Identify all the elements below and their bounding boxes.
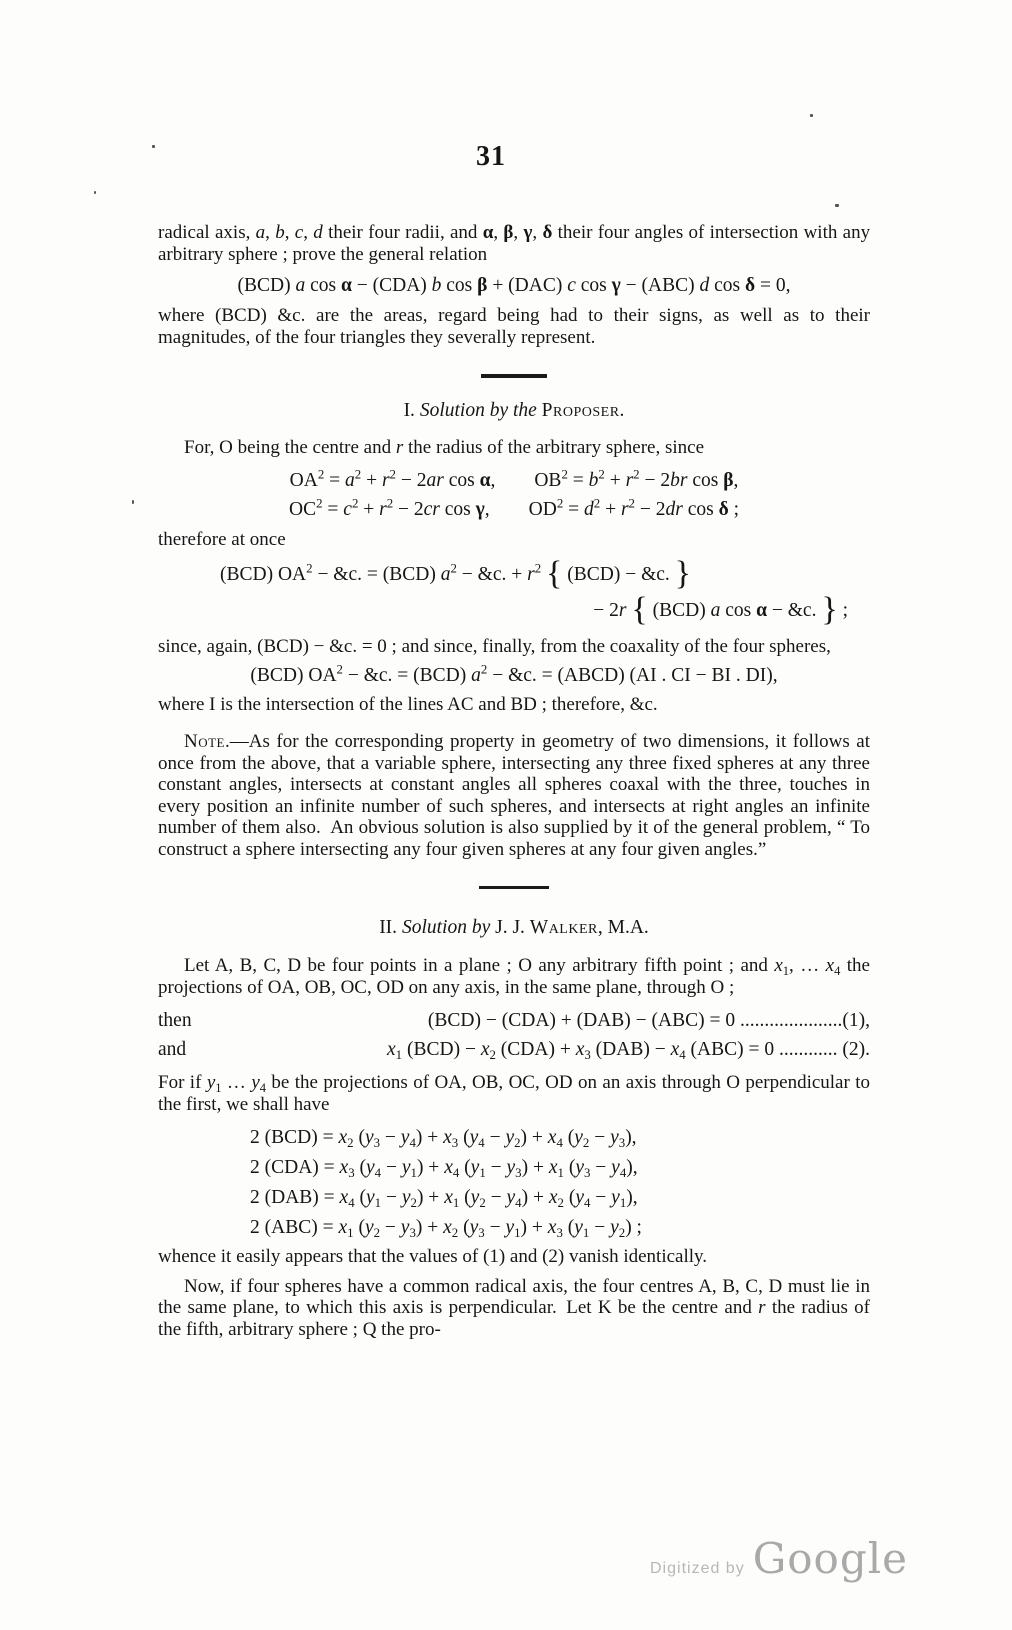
paragraph-where: where I is the intersection of the lines AC and BD ; therefore, &c. xyxy=(158,693,658,715)
section-divider xyxy=(479,886,549,889)
note-paragraph: Note.—As for the corresponding property in geometry of two dimensions, it follows at once from the above, that a variable sphere, intersecting any three fixed spheres at any three constant angles, intersects at constant angles all spheres coaxal with the three, touches in every position an infinite number of such spheres, and intersects at right angles an infinite number of them also. An obvious solution is also supplied by it of the general problem, “ To construct a sphere intersecting any four given spheres at any four given angles.” xyxy=(158,731,870,860)
paragraph-let: Let A, B, C, D be four points in a plane ; O any arbitrary fifth point ; and $x_1$, … $x_4$ the projections of OA, OB, OC, OD on any axis, in the same plane, through O ; xyxy=(158,955,870,998)
equation-oa-ob: $OA^2 = a^2 + r^2 - 2ar$ cos α, $OB^2 = b^2 + r^2 - 2br$ cos β, xyxy=(289,467,739,491)
numbered-equation-1: (BCD) − (CDA) + (DAB) − (ABC) = 0 .....................(1), xyxy=(427,1010,870,1031)
paragraph-since: since, again, (BCD) − &c. = 0 ; and since, finally, from the coaxality of the four spheres, xyxy=(158,636,831,657)
watermark-text: Digitized by xyxy=(650,1560,745,1577)
watermark xyxy=(650,1534,970,1583)
equation-oc-od: $OC^2 = c^2 + r^2 - 2cr$ cos γ, $OD^2 = d^2 + r^2 - 2dr$ cos δ ; xyxy=(289,496,739,520)
scan-speck xyxy=(132,500,134,504)
paragraph-forif: For if $y_1$ … $y_4$ be the projections of OA, OB, OC, OD on an axis through O perpendicular to the first, we shall have xyxy=(158,1072,870,1115)
equation-row-1 xyxy=(158,1007,870,1034)
section1-heading: I. Solution by the Proposer. xyxy=(403,400,625,421)
section2-heading: II. Solution by J. J. Walker, M.A. xyxy=(379,917,649,938)
google-logo: Google xyxy=(752,1534,908,1583)
text-column xyxy=(158,222,870,1340)
scan-speck xyxy=(835,204,839,207)
equation-2bcd: 2 $(BCD) = x_2$ $(y_3 - y_4) + x_3$ $(y_4 - y_2) + x_4$ $(y_2 - y_3)$, xyxy=(250,1127,637,1150)
equation-row-2 xyxy=(158,1036,870,1063)
scan-speck xyxy=(810,114,813,117)
scan-speck xyxy=(152,145,155,148)
equation-label-then: then xyxy=(158,1010,192,1031)
equation-2cda: 2 $(CDA) = x_3$ $(y_4 - y_1) + x_4$ $(y_1 - y_3) + x_1$ $(y_3 - y_4)$, xyxy=(250,1157,638,1180)
intro-equation: (BCD) a cos α − (CDA) b cos β + (DAC) c cos γ − (ABC) d cos δ = 0, xyxy=(237,275,791,296)
equation-2abc: 2 $(ABC) = x_1$ $(y_2 - y_3) + x_2$ $(y_3 - y_1) + x_3$ $(y_1 - y_2)$ ; xyxy=(250,1217,642,1240)
equation-label-and: and xyxy=(158,1039,187,1060)
scan-speck xyxy=(94,191,96,194)
section-divider xyxy=(481,374,547,378)
paragraph-now: Now, if four spheres have a common radical axis, the four centres A, B, C, D must lie in the same plane, to which this axis is perpendicular. Let K be the centre and r the radius of the fifth, arbitrary sphere ; Q the pro- xyxy=(158,1275,870,1340)
equation-abcd: (BCD) $OA^2$ − &c. = (BCD) $a^2$ − &c. = (ABCD) (AI . CI − BI . DI), xyxy=(250,662,778,686)
equation-2dab: 2 $(DAB) = x_4$ $(y_1 - y_2) + x_1$ $(y_2 - y_4) + x_2$ $(y_4 - y_1)$, xyxy=(250,1187,638,1210)
equation-brace-line2: − 2r { (BCD) a cos α − &c. } ; xyxy=(593,591,848,629)
equation-brace-line1: (BCD) $OA^2$ − &c. = (BCD) $a^2$ − &c. + $r^2$ { (BCD) − &c. } xyxy=(220,555,692,593)
paragraph-for: For, O being the centre and r the radius of the arbitrary sphere, since xyxy=(184,437,704,458)
intro-paragraph-2: where (BCD) &c. are the areas, regard being had to their signs, as well as to their magnitudes, of the four triangles they severally represent. xyxy=(158,305,870,348)
numbered-equation-2: $x_1$ $(BCD) - x_2$ $(CDA) + x_3$ $(DAB) - x_4$ (ABC) = 0 ............ (2). xyxy=(387,1039,870,1062)
area-equations xyxy=(158,1123,870,1243)
intro-paragraph: radical axis, a, b, c, d their four radii, and α, β, γ, δ their four angles of intersection with any arbitrary sphere ; prove the general relation xyxy=(158,222,871,265)
paragraph-whence: whence it easily appears that the values of (1) and (2) vanish identically. xyxy=(158,1246,708,1267)
paragraph-therefore: therefore at once xyxy=(158,528,286,550)
page-number: 31 xyxy=(476,141,506,172)
